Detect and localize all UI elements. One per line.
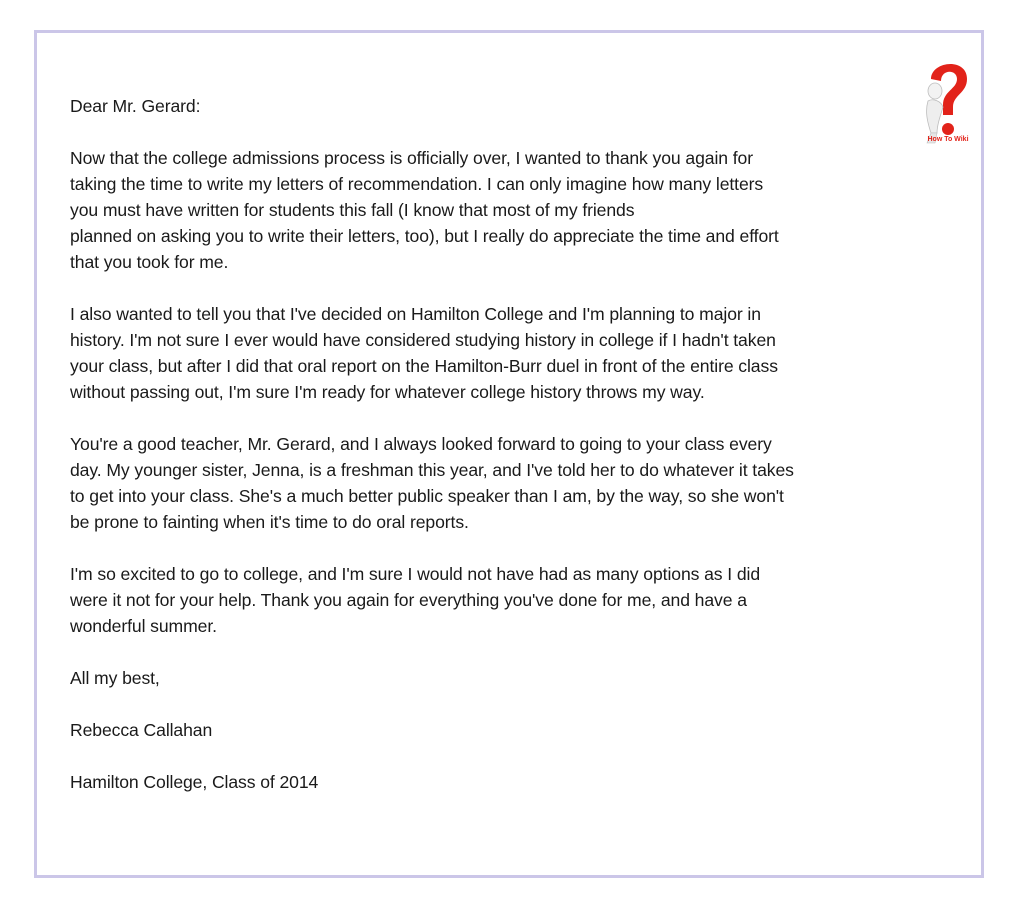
paragraph-3 xyxy=(70,431,930,535)
signature-affiliation xyxy=(70,769,930,795)
paragraph-line: I also wanted to tell you that I've decided on Hamilton College and I'm planning to major in xyxy=(70,304,761,324)
salutation-text: Dear Mr. Gerard: xyxy=(70,96,201,116)
paragraph-line: you must have written for students this fall (I know that most of my friends xyxy=(70,200,635,220)
closing xyxy=(70,665,930,691)
letter-body xyxy=(70,93,930,821)
paragraph-line: history. I'm not sure I ever would have considered studying history in college if I hadn't taken xyxy=(70,330,776,350)
paragraph-4 xyxy=(70,561,930,639)
signature-name xyxy=(70,717,930,743)
paragraph-line: to get into your class. She's a much better public speaker than I am, by the way, so she won't xyxy=(70,486,784,506)
logo-caption: How To Wiki xyxy=(927,136,969,143)
closing-text: All my best, xyxy=(70,668,160,688)
signature-affiliation-text: Hamilton College, Class of 2014 xyxy=(70,772,319,792)
paragraph-line: I'm so excited to go to college, and I'm sure I would not have had as many options as I did xyxy=(70,564,761,584)
paragraph-line: day. My younger sister, Jenna, is a freshman this year, and I've told her to do whatever it takes xyxy=(70,460,794,480)
letter-page xyxy=(34,30,984,878)
paragraph-line: your class, but after I did that oral report on the Hamilton-Burr duel in front of the entire class xyxy=(70,356,778,376)
paragraph-line: You're a good teacher, Mr. Gerard, and I always looked forward to going to your class every xyxy=(70,434,772,454)
paragraph-line: that you took for me. xyxy=(70,252,229,272)
paragraph-1 xyxy=(70,145,930,275)
paragraph-line: taking the time to write my letters of recommendation. I can only imagine how many letters xyxy=(70,174,764,194)
paragraph-line: Now that the college admissions process is officially over, I wanted to thank you again for xyxy=(70,148,753,168)
paragraph-line: were it not for your help. Thank you again for everything you've done for me, and have a xyxy=(70,590,747,610)
paragraph-2 xyxy=(70,301,930,405)
paragraph-line: wonderful summer. xyxy=(70,616,217,636)
question-mark-figure-icon xyxy=(917,53,977,149)
paragraph-line: without passing out, I'm sure I'm ready for whatever college history throws my way. xyxy=(70,382,705,402)
signature-name-text: Rebecca Callahan xyxy=(70,720,213,740)
salutation xyxy=(70,93,930,119)
paragraph-line: planned on asking you to write their letters, too), but I really do appreciate the time and effort xyxy=(70,226,779,246)
paragraph-line: be prone to fainting when it's time to do oral reports. xyxy=(70,512,469,532)
